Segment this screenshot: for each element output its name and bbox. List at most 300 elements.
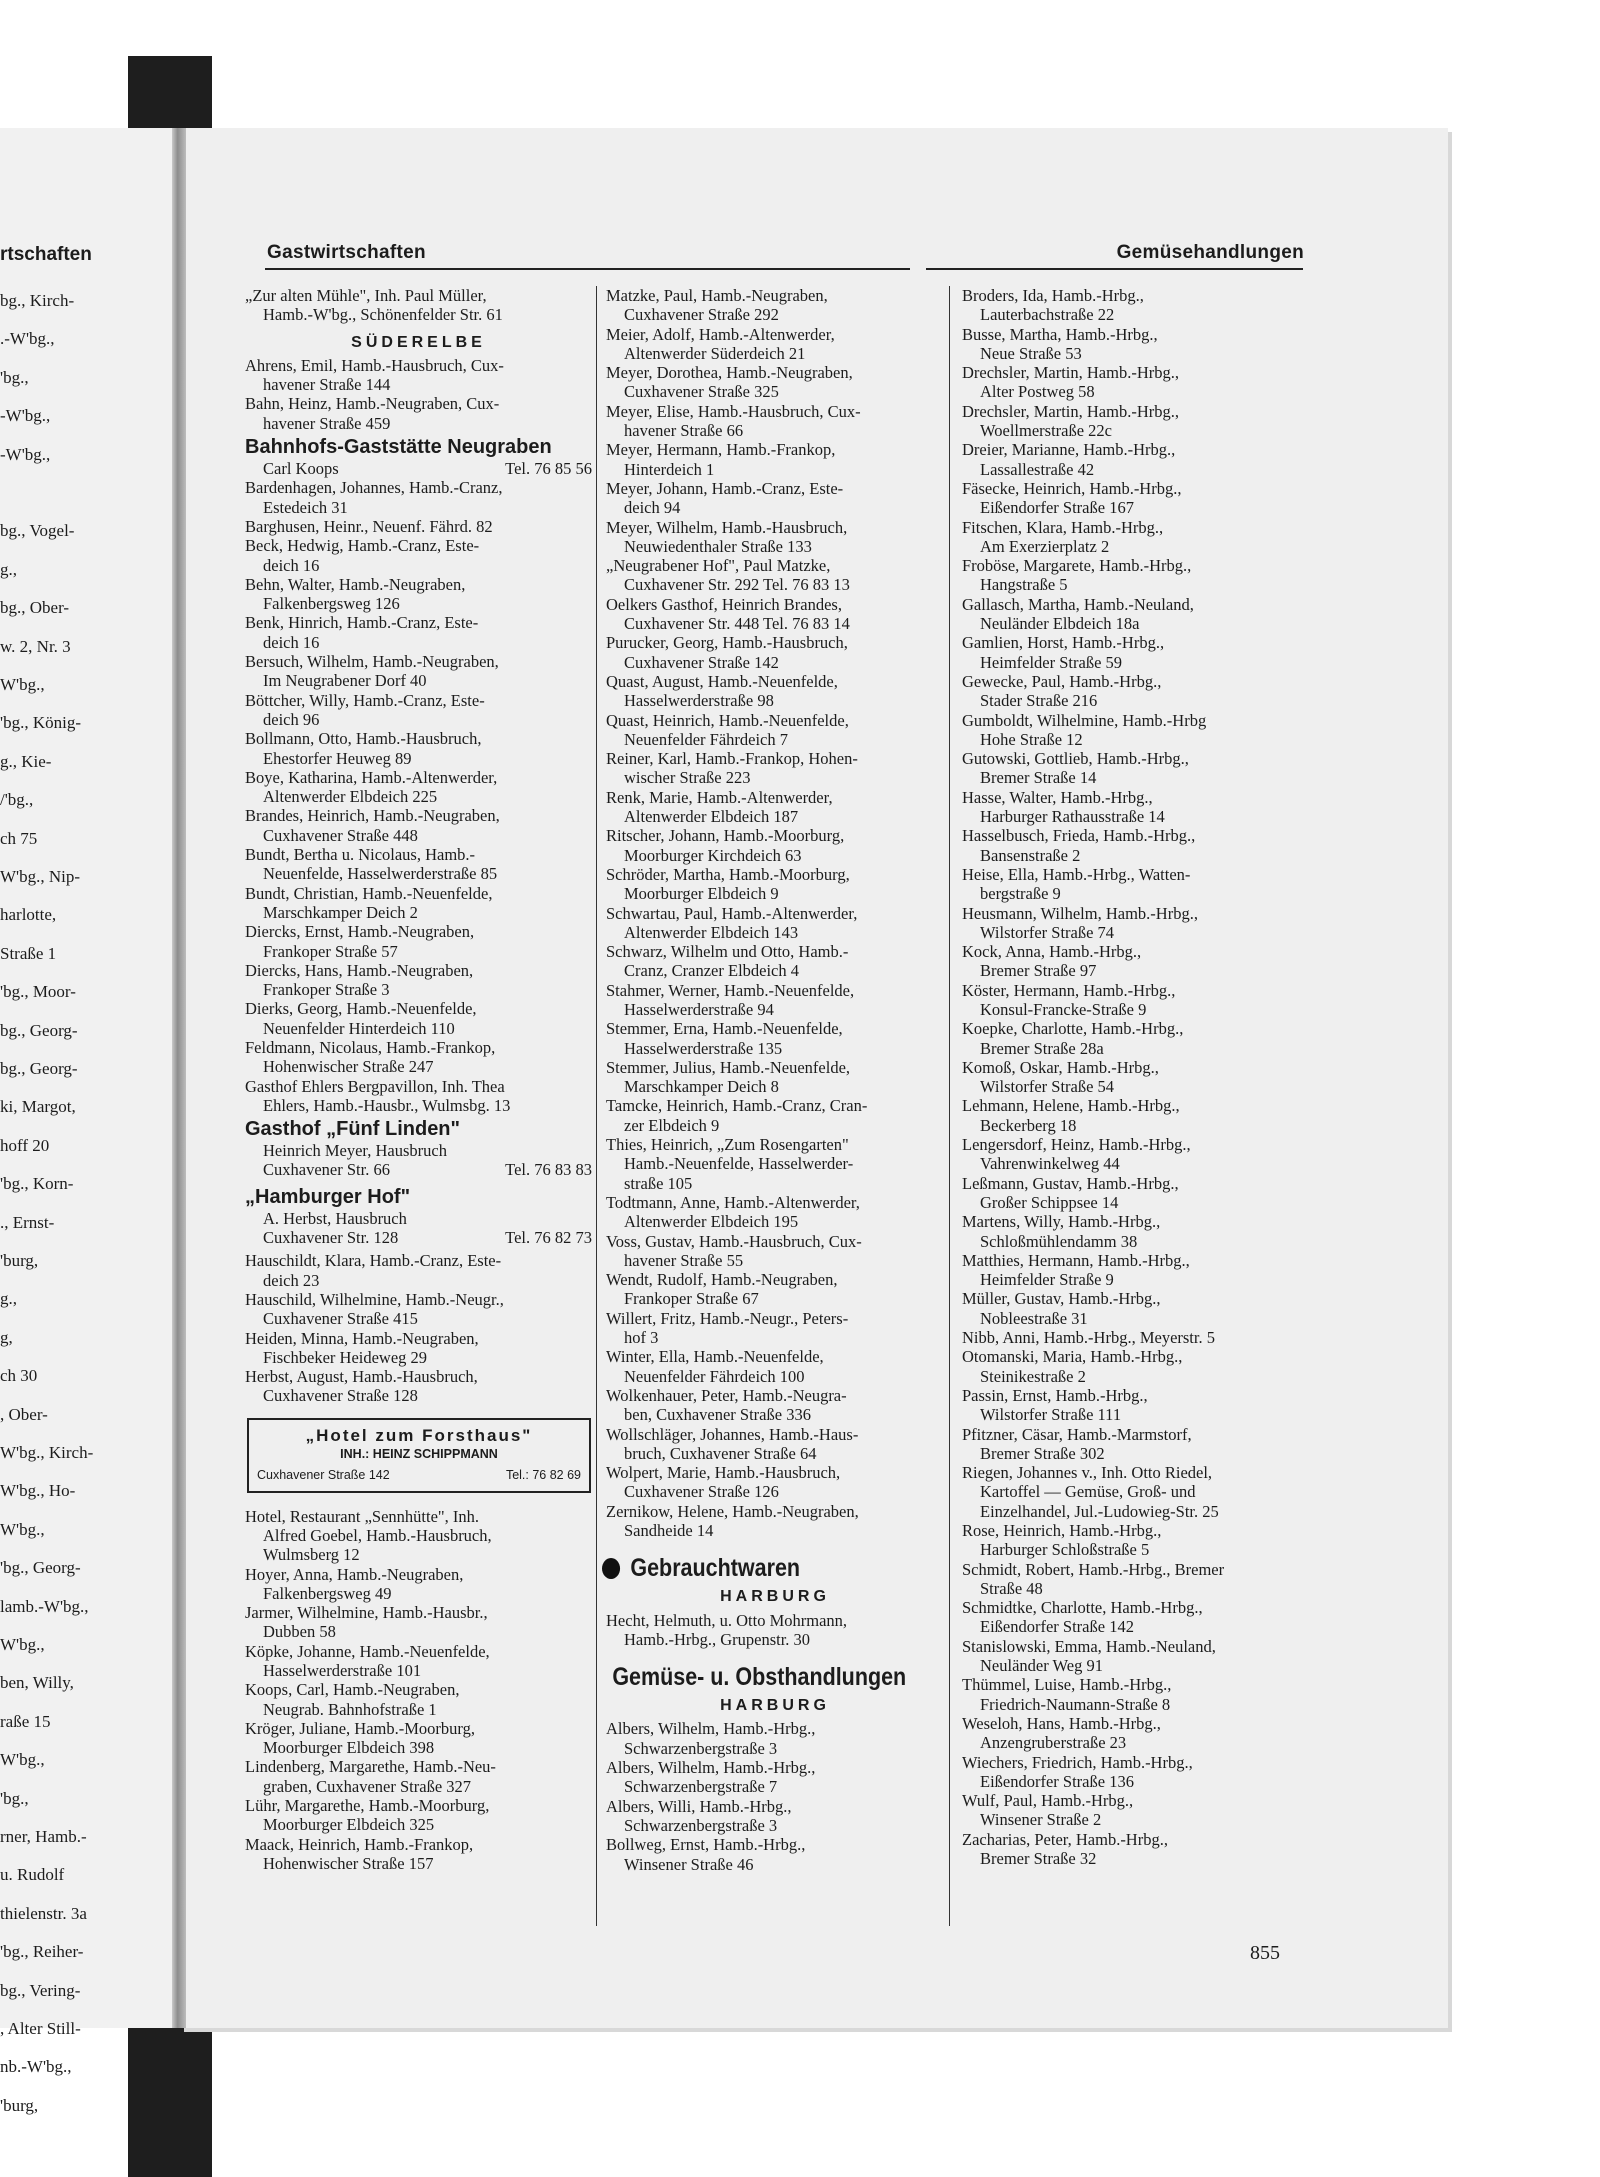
list-item	[962, 1791, 1298, 1830]
city-heading-harburg: HARBURG	[720, 1697, 830, 1715]
list-item	[245, 1603, 592, 1642]
left-page-line: W'bg., Kirch-	[0, 1443, 94, 1462]
entry-address-line: Heimfelder Straße 59	[980, 652, 1123, 672]
list-item	[245, 1642, 592, 1681]
list-item	[962, 1251, 1298, 1290]
entry-name-line: Brandes, Heinrich, Hamb.-Neugraben,	[245, 806, 500, 826]
left-page-line: bg., Vering-	[0, 1980, 81, 2000]
left-page-line: Straße 1	[0, 943, 57, 963]
list-item	[245, 922, 592, 961]
entry-address-line: Eißendorfer Straße 142	[980, 1617, 1134, 1637]
entry-address-line: Nobleestraße 31	[980, 1308, 1088, 1328]
left-page-line: bg., Kirch-	[0, 291, 75, 310]
entry-address-line: Hohe Straße 12	[980, 729, 1083, 749]
entry-address-line: deich 96	[263, 709, 320, 729]
list-item	[962, 711, 1298, 750]
list-item	[245, 1329, 592, 1368]
list-item	[245, 806, 592, 845]
entry-address-line: Heimfelder Straße 9	[980, 1270, 1114, 1290]
list-item	[606, 1502, 944, 1541]
list-item	[606, 981, 944, 1020]
entry-address-line: deich 23	[263, 1270, 320, 1290]
entry-address-line: Alfred Goebel, Hamb.-Hausbruch,	[263, 1525, 492, 1545]
entry-address-line: Winsener Straße 2	[980, 1810, 1102, 1830]
entry-address-line: Bremer Straße 302	[980, 1443, 1105, 1463]
list-item	[245, 1077, 592, 1116]
left-page-line: -W'bg.,	[0, 406, 51, 426]
left-page-line: bg., Ober-	[0, 598, 70, 618]
entry-address-line: Hinterdeich 1	[624, 459, 715, 479]
entry-address-line: Hamb.-Hrbg., Grupenstr. 30	[624, 1629, 811, 1649]
left-page-line: raße 15	[0, 1711, 51, 1731]
entry-address-line: Altenwerder Süderdeich 21	[624, 343, 806, 363]
entry-name-line: Köpke, Johanne, Hamb.-Neuenfelde,	[245, 1641, 490, 1661]
list-item	[962, 1347, 1298, 1386]
list-item	[245, 356, 592, 395]
city-heading-suederelbe: SÜDERELBE	[351, 333, 486, 351]
left-page-line: u. Rudolf	[0, 1865, 65, 1885]
entry-name-line: Meyer, Hermann, Hamb.-Frankop,	[606, 440, 836, 460]
left-page-line: ch 75	[0, 828, 38, 848]
entry-name-line: Meyer, Wilhelm, Hamb.-Hausbruch,	[606, 517, 848, 537]
entry-name-line: Wolkenhauer, Peter, Hamb.-Neugra-	[606, 1385, 847, 1405]
list-item	[962, 440, 1298, 479]
entry-name-line: Wolpert, Marie, Hamb.-Hausbruch,	[606, 1463, 841, 1483]
entry-name-line: Zernikow, Helene, Hamb.-Neugraben,	[606, 1501, 859, 1521]
firm-detail: Cuxhavener Str. 66 Tel. 76 83 83	[263, 1160, 592, 1180]
list-item	[245, 884, 592, 923]
entry-name-line: Drechsler, Martin, Hamb.-Hrbg.,	[962, 401, 1179, 421]
left-page-line: 'burg,	[0, 2095, 39, 2115]
left-page-line: 'bg., Georg-	[0, 1558, 81, 1578]
entry-name-line: Reiner, Karl, Hamb.-Frankop, Hohen-	[606, 749, 858, 769]
entry-address-line: Straße 48	[980, 1578, 1043, 1598]
entry-name-line: Fitschen, Klara, Hamb.-Hrbg.,	[962, 517, 1164, 537]
left-page-line: W'bg.,	[0, 675, 45, 694]
list-item	[606, 1797, 944, 1836]
entry-address-line: havener Straße 459	[263, 413, 391, 433]
entry-name-line: Albers, Wilhelm, Hamb.-Hrbg.,	[606, 1758, 816, 1778]
list-item	[962, 865, 1298, 904]
entry-name-line: Hotel, Restaurant „Sennhütte", Inh.	[245, 1506, 480, 1526]
entry-name-line: Diercks, Ernst, Hamb.-Neugraben,	[245, 922, 475, 942]
left-page-fragment	[0, 128, 180, 2115]
list-item	[606, 286, 944, 325]
entry-address-line: Vahrenwinkelweg 44	[980, 1154, 1120, 1174]
list-item	[606, 1232, 944, 1271]
entry-address-line: Harburger Rathausstraße 14	[980, 807, 1165, 827]
list-item	[962, 1521, 1298, 1560]
entry-name-line: Lühr, Margarethe, Hamb.-Moorburg,	[245, 1796, 490, 1816]
entry-name-line: Komoß, Oskar, Hamb.-Hrbg.,	[962, 1057, 1159, 1077]
entry-address-line: Schwarzenbergstraße 3	[624, 1815, 778, 1835]
entry-address-line: graben, Cuxhavener Straße 327	[263, 1776, 472, 1796]
entry-name-line: Koops, Carl, Hamb.-Neugraben,	[245, 1680, 460, 1700]
list-item	[606, 904, 944, 943]
entry-address-line: Neuländer Weg 91	[980, 1656, 1103, 1676]
entry-address-line: Frankoper Straße 3	[263, 980, 390, 1000]
list-item	[606, 942, 944, 981]
list-item	[606, 711, 944, 750]
entry-name-line: Bundt, Christian, Hamb.-Neuenfelde,	[245, 883, 493, 903]
entry-address-line: Cuxhavener Straße 325	[624, 382, 779, 402]
firm-name-bahnhofs: Bahnhofs-Gaststätte Neugraben	[245, 436, 552, 459]
list-item	[606, 672, 944, 711]
list-item	[962, 672, 1298, 711]
entry-address-line: Moorburger Elbdeich 325	[263, 1815, 435, 1835]
entry-address-line: Bremer Straße 28a	[980, 1038, 1104, 1058]
entry-address-line: Hangstraße 5	[980, 575, 1068, 595]
entry-name-line: Kock, Anna, Hamb.-Hrbg.,	[962, 942, 1142, 962]
entry-name-line: Gutowski, Gottlieb, Hamb.-Hrbg.,	[962, 749, 1189, 769]
list-item	[606, 479, 944, 518]
entry-address-line: Hasselwerderstraße 135	[624, 1038, 783, 1058]
entry-address-line: Steinikestraße 2	[980, 1366, 1086, 1386]
entry-name-line: Leßmann, Gustav, Hamb.-Hrbg.,	[962, 1173, 1179, 1193]
list-item	[245, 1719, 592, 1758]
entry-name-line: Tamcke, Heinrich, Hamb.-Cranz, Cran-	[606, 1096, 868, 1116]
entry-address-line: Altenwerder Elbdeich 143	[624, 922, 799, 942]
hotel-forsthaus-ad	[247, 1418, 591, 1493]
entry-name-line: Hecht, Helmuth, u. Otto Mohrmann,	[606, 1610, 848, 1630]
entry-address-line: Einzelhandel, Jul.-Ludowieg-Str. 25	[980, 1501, 1219, 1521]
left-page-line: 'burg,	[0, 1251, 39, 1270]
left-page-line: hoff 20	[0, 1135, 50, 1155]
entry-name-line: Drechsler, Martin, Hamb.-Hrbg.,	[962, 363, 1179, 383]
entry-name-line: Beck, Hedwig, Hamb.-Cranz, Este-	[245, 536, 480, 556]
left-page-line: 'bg.,	[0, 367, 29, 387]
entry-address-line: Ehlers, Hamb.-Hausbr., Wulmsbg. 13	[263, 1095, 511, 1115]
entry-name-line: Gamlien, Horst, Hamb.-Hrbg.,	[962, 633, 1165, 653]
entry-address-line: Anzengruberstraße 23	[980, 1733, 1127, 1753]
entry-address-line: Frankoper Straße 57	[263, 941, 398, 961]
left-page-line: ., Ernst-	[0, 1212, 55, 1232]
entry-address-line: Wulmsberg 12	[263, 1545, 360, 1565]
entry-address-line: Cuxhavener Str. 292 Tel. 76 83 13	[624, 575, 850, 595]
list-item	[606, 1758, 944, 1797]
entry-address-line: Fischbeker Heideweg 29	[263, 1347, 428, 1367]
list-item	[245, 999, 592, 1038]
left-page-line: nb.-W'bg.,	[0, 2057, 72, 2077]
entry-name-line: Riegen, Johannes v., Inh. Otto Riedel,	[962, 1463, 1213, 1483]
entry-address-line: Wilstorfer Straße 111	[980, 1405, 1122, 1425]
entry-address-line: havener Straße 55	[624, 1250, 744, 1270]
left-page-line: 'bg., Reiher-	[0, 1942, 84, 1962]
entry-address-line: Marschkamper Deich 2	[263, 902, 418, 922]
entry-name-line: Todtmann, Anne, Hamb.-Altenwerder,	[606, 1192, 860, 1212]
firm-name-hamburger-hof: „Hamburger Hof"	[245, 1185, 411, 1208]
entry-address-line: Hamb.-Neuenfelde, Hasselwerder-	[624, 1154, 854, 1174]
entry-address-line: Cuxhavener Straße 292	[624, 305, 779, 325]
entry-name-line: Barghusen, Heinr., Neuenf. Fährd. 82	[245, 516, 493, 536]
entry-name-line: Bundt, Bertha u. Nicolaus, Hamb.-	[245, 845, 476, 865]
list-item	[962, 518, 1298, 557]
entry-name-line: Stahmer, Werner, Hamb.-Neuenfelde,	[606, 980, 855, 1000]
entry-name-line: Martens, Willy, Hamb.-Hrbg.,	[962, 1212, 1161, 1232]
entry-name-line: Passin, Ernst, Hamb.-Hrbg.,	[962, 1385, 1148, 1405]
entry-name-line: Gallasch, Martha, Hamb.-Neuland,	[962, 594, 1194, 614]
left-page-line: w. 2, Nr. 3	[0, 636, 71, 656]
ad-owner: INH.: HEINZ SCHIPPMANN	[340, 1447, 498, 1462]
list-item	[962, 1058, 1298, 1097]
left-page-line: W'bg.,	[0, 1635, 45, 1654]
city-heading-harburg: HARBURG	[720, 1588, 830, 1606]
list-item	[245, 1757, 592, 1796]
entries-group	[962, 286, 1298, 1868]
ad-address-line: Cuxhavener Straße 142 Tel.: 76 82 69	[257, 1468, 581, 1483]
list-item	[245, 1835, 592, 1874]
entry-address-line: Dubben 58	[263, 1622, 336, 1642]
entry-name-line: Wollschläger, Johannes, Hamb.-Haus-	[606, 1424, 859, 1444]
entry-address-line: Moorburger Elbdeich 9	[624, 884, 779, 904]
entry-name-line: Ahrens, Emil, Hamb.-Hausbruch, Cux-	[245, 355, 504, 375]
entry-name-line: Stemmer, Julius, Hamb.-Neuenfelde,	[606, 1057, 851, 1077]
entry-name-line: „Neugrabener Hof", Paul Matzke,	[606, 556, 831, 576]
entry-name-line: Bollmann, Otto, Hamb.-Hausbruch,	[245, 729, 482, 749]
entry-name-line: Oelkers Gasthof, Heinrich Brandes,	[606, 594, 842, 614]
list-item	[245, 478, 592, 517]
entry-name-line: Meyer, Dorothea, Hamb.-Neugraben,	[606, 363, 853, 383]
entry-name-line: Hauschild, Wilhelmine, Hamb.-Neugr.,	[245, 1289, 504, 1309]
left-page-line: /'bg.,	[0, 790, 34, 810]
entry-name-line: Schwartau, Paul, Hamb.-Altenwerder,	[606, 903, 858, 923]
entry-name-line: Wiechers, Friedrich, Hamb.-Hrbg.,	[962, 1752, 1193, 1772]
entry-name-line: Köster, Hermann, Hamb.-Hrbg.,	[962, 980, 1176, 1000]
list-item	[245, 613, 592, 652]
left-page-line: bg., Vogel-	[0, 521, 75, 541]
entry-name-line: Boye, Katharina, Hamb.-Altenwerder,	[245, 767, 498, 787]
bullet-icon	[602, 1558, 620, 1579]
entry-name-line: Herbst, August, Hamb.-Hausbruch,	[245, 1367, 478, 1387]
entry-name-line: Willert, Fritz, Hamb.-Neugr., Peters-	[606, 1308, 849, 1328]
entry-address-line: Neuländer Elbdeich 18a	[980, 614, 1140, 634]
entry-address-line: Großer Schippsee 14	[980, 1192, 1119, 1212]
entry-address-line: Bansenstraße 2	[980, 845, 1081, 865]
entry-name-line: Quast, Heinrich, Hamb.-Neuenfelde,	[606, 710, 849, 730]
column-rule-1	[596, 286, 597, 1926]
entry-name-line: Albers, Wilhelm, Hamb.-Hrbg.,	[606, 1719, 816, 1739]
entry-name-line: Albers, Willi, Hamb.-Hrbg.,	[606, 1796, 792, 1816]
entry-name-line: Heise, Ella, Hamb.-Hrbg., Watten-	[962, 864, 1191, 884]
entry-name-line: Nibb, Anni, Hamb.-Hrbg., Meyerstr. 5	[962, 1328, 1215, 1348]
entry-name-line: Matthies, Hermann, Hamb.-Hrbg.,	[962, 1250, 1190, 1270]
list-item	[245, 845, 592, 884]
list-item	[245, 1507, 592, 1565]
entry-address-line: Marschkamper Deich 8	[624, 1077, 779, 1097]
entry-name-line: Hoyer, Anna, Hamb.-Neugraben,	[245, 1564, 464, 1584]
entry-address-line: Cuxhavener Straße 128	[263, 1386, 418, 1406]
entry-address-line: Ehestorfer Heuweg 89	[263, 748, 412, 768]
left-page-line: thielenstr. 3a	[0, 1903, 87, 1923]
list-item	[606, 1096, 944, 1135]
list-item	[245, 1038, 592, 1077]
list-item	[245, 1680, 592, 1719]
section-heading-gebrauchtwaren: Gebrauchtwaren	[602, 1558, 896, 1579]
entry-name-line: Jarmer, Wilhelmine, Hamb.-Hausbr.,	[245, 1603, 488, 1623]
entry-address-line: Alter Postweg 58	[980, 382, 1095, 402]
entry-name-line: Voss, Gustav, Hamb.-Hausbruch, Cux-	[606, 1231, 862, 1251]
list-item	[962, 633, 1298, 672]
list-item	[245, 691, 592, 730]
list-item	[962, 904, 1298, 943]
entries-group	[606, 1719, 944, 1873]
entries-group	[606, 1611, 944, 1650]
entry-address-line: Bremer Straße 97	[980, 961, 1097, 981]
list-item	[962, 749, 1298, 788]
left-page-line: g.,	[0, 559, 17, 579]
list-item	[962, 826, 1298, 865]
entries-group	[606, 286, 944, 1540]
entry-name-line: Maack, Heinrich, Hamb.-Frankop,	[245, 1834, 474, 1854]
entry-address-line: Schwarzenbergstraße 3	[624, 1738, 778, 1758]
entry-name-line: Meyer, Elise, Hamb.-Hausbruch, Cux-	[606, 401, 861, 421]
header-rule-right	[926, 268, 1303, 270]
entry-name-line: Weseloh, Hans, Hamb.-Hrbg.,	[962, 1713, 1161, 1733]
left-page-header: rtschaften	[0, 244, 92, 265]
entry-address-line: Winsener Straße 46	[624, 1854, 754, 1874]
list-item	[606, 595, 944, 634]
list-item	[245, 1565, 592, 1604]
left-page-line: 'bg., Korn-	[0, 1174, 74, 1194]
list-item	[606, 788, 944, 827]
entry-name-line: Dreier, Marianne, Hamb.-Hrbg.,	[962, 440, 1176, 460]
left-page-line: g,	[0, 1327, 13, 1347]
entry-name-line: Bardenhagen, Johannes, Hamb.-Cranz,	[245, 478, 503, 498]
entry-address-line: Neugrab. Bahnhofstraße 1	[263, 1699, 437, 1719]
entry-address-line: Neue Straße 53	[980, 343, 1082, 363]
entry-address-line: Schloßmühlendamm 38	[980, 1231, 1138, 1251]
list-item	[606, 749, 944, 788]
list-item	[606, 1835, 944, 1874]
entry-name-line: Broders, Ida, Hamb.-Hrbg.,	[962, 286, 1144, 305]
list-item	[245, 768, 592, 807]
list-item	[606, 1719, 944, 1758]
entry-name-line: Busse, Martha, Hamb.-Hrbg.,	[962, 324, 1158, 344]
list-item	[962, 363, 1298, 402]
entry-name-line: Koepke, Charlotte, Hamb.-Hrbg.,	[962, 1019, 1184, 1039]
list-item	[245, 1251, 592, 1290]
entries-group	[245, 1507, 592, 1874]
list-item	[606, 1386, 944, 1425]
entry-address-line: Stader Straße 216	[980, 691, 1098, 711]
entry-name-line: Diercks, Hans, Hamb.-Neugraben,	[245, 960, 474, 980]
list-item	[606, 826, 944, 865]
entry-address-line: Neuenfelder Hinterdeich 110	[263, 1018, 455, 1038]
entry-address-line: Altenwerder Elbdeich 225	[263, 787, 438, 807]
firm-detail: Carl Koops Tel. 76 85 56	[263, 459, 592, 479]
entry-name-line: Böttcher, Willy, Hamb.-Cranz, Este-	[245, 690, 485, 710]
entry-address-line: Hasselwerderstraße 101	[263, 1661, 422, 1680]
entry-address-line: Harburger Schloßstraße 5	[980, 1540, 1150, 1560]
entry-address-line: Cuxhavener Straße 126	[624, 1482, 779, 1502]
entry-address-line: Eißendorfer Straße 136	[980, 1771, 1134, 1791]
entry-address-line: bergstraße 9	[980, 884, 1061, 904]
entry-address-line: Friedrich-Naumann-Straße 8	[980, 1694, 1171, 1714]
firm-detail: A. Herbst, Hausbruch	[263, 1208, 407, 1228]
left-page-line: ben, Willy,	[0, 1673, 74, 1693]
entry-name-line: Lehmann, Helene, Hamb.-Hrbg.,	[962, 1096, 1180, 1116]
left-page-line: lamb.-W'bg.,	[0, 1596, 89, 1616]
entry-address-line: Falkenbergsweg 126	[263, 594, 400, 614]
entry-address-line: Cuxhavener Straße 415	[263, 1309, 418, 1329]
entry-name-line: Otomanski, Maria, Hamb.-Hrbg.,	[962, 1347, 1183, 1367]
entry-address-line: wischer Straße 223	[624, 768, 751, 788]
entry-address-line: Hohenwischer Straße 157	[263, 1853, 434, 1873]
entry-address-line: Wilstorfer Straße 74	[980, 922, 1115, 942]
entry-name-line: Renk, Marie, Hamb.-Altenwerder,	[606, 787, 833, 807]
left-page-line: W'bg., Ho-	[0, 1481, 76, 1501]
entry-address-line: Estedeich 31	[263, 497, 348, 517]
entry-address-line: Cuxhavener Str. 448 Tel. 76 83 14	[624, 614, 850, 634]
list-item	[606, 1347, 944, 1386]
list-item	[962, 788, 1298, 827]
left-page-line: 'bg., Moor-	[0, 982, 76, 1002]
entry-name-line: Hasse, Walter, Hamb.-Hrbg.,	[962, 787, 1153, 807]
left-page-line: bg., Georg-	[0, 1020, 78, 1040]
left-page-line: W'bg.,	[0, 1519, 45, 1539]
left-page-line: .-W'bg.,	[0, 329, 55, 349]
left-page-line: ch 30	[0, 1366, 38, 1386]
list-item	[245, 652, 592, 691]
entry-address-line: hof 3	[624, 1328, 659, 1348]
list-item	[962, 942, 1298, 981]
entry-name-line: Stanislowski, Emma, Hamb.-Neuland,	[962, 1636, 1216, 1656]
entry-name-line: Behn, Walter, Hamb.-Neugraben,	[245, 574, 466, 594]
entry-address-line: Neuwiedenthaler Straße 133	[624, 536, 812, 556]
entry-address-line: straße 105	[624, 1173, 693, 1193]
entry-name-line: Lindenberg, Margarethe, Hamb.-Neu-	[245, 1757, 496, 1777]
list-item	[245, 394, 592, 433]
entry-name-line: Purucker, Georg, Hamb.-Hausbruch,	[606, 633, 848, 653]
left-page-line: 'bg., König-	[0, 713, 81, 733]
entry-name-line: Dierks, Georg, Hamb.-Neuenfelde,	[245, 999, 477, 1019]
list-item	[245, 1367, 592, 1406]
list-item	[245, 1290, 592, 1329]
firm-name-fuenf-linden: Gasthof „Fünf Linden"	[245, 1118, 461, 1141]
running-head-left: Gastwirtschaften	[267, 242, 426, 263]
entry-address-line: Altenwerder Elbdeich 195	[624, 1212, 799, 1232]
entry-address-line: bruch, Cuxhavener Straße 64	[624, 1443, 817, 1463]
entry-address-line: deich 16	[263, 632, 320, 652]
entry-name-line: Bersuch, Wilhelm, Hamb.-Neugraben,	[245, 652, 499, 672]
list-item	[962, 286, 1298, 325]
entry-address-line: Altenwerder Elbdeich 187	[624, 807, 799, 827]
entries-group	[245, 356, 592, 433]
entry-address-line: Cranz, Cranzer Elbdeich 4	[624, 961, 800, 981]
list-item	[962, 402, 1298, 441]
list-item	[962, 981, 1298, 1020]
entry-address-line: Lassallestraße 42	[980, 459, 1095, 479]
entry-name-line: Feldmann, Nicolaus, Hamb.-Frankop,	[245, 1037, 496, 1057]
list-item	[962, 595, 1298, 634]
list-item	[962, 1289, 1298, 1328]
entry-address-line: Falkenbergsweg 49	[263, 1583, 392, 1603]
entry-name-line: Stemmer, Erna, Hamb.-Neuenfelde,	[606, 1019, 843, 1039]
entry-address-line: Neuenfelder Fährdeich 7	[624, 729, 789, 749]
entry-address-line: Am Exerzierplatz 2	[980, 536, 1110, 556]
header-rule-left	[265, 268, 910, 270]
entry-name-line: Fäsecke, Heinrich, Hamb.-Hrbg.,	[962, 478, 1182, 498]
entry-address-line: zer Elbdeich 9	[624, 1115, 720, 1135]
firm-detail: Heinrich Meyer, Hausbruch	[263, 1141, 447, 1161]
list-item	[962, 1135, 1298, 1174]
entry-name-line: Hasselbusch, Frieda, Hamb.-Hrbg.,	[962, 826, 1196, 846]
entry-name-line: Froböse, Margarete, Hamb.-Hrbg.,	[962, 556, 1192, 576]
entry-address-line: Neuenfelde, Hasselwerderstraße 85	[263, 864, 498, 884]
entry-address-line: havener Straße 144	[263, 375, 391, 395]
entry-name-line: Lengersdorf, Heinz, Hamb.-Hrbg.,	[962, 1135, 1191, 1155]
entry-address-line: Neuenfelder Fährdeich 100	[624, 1366, 805, 1386]
